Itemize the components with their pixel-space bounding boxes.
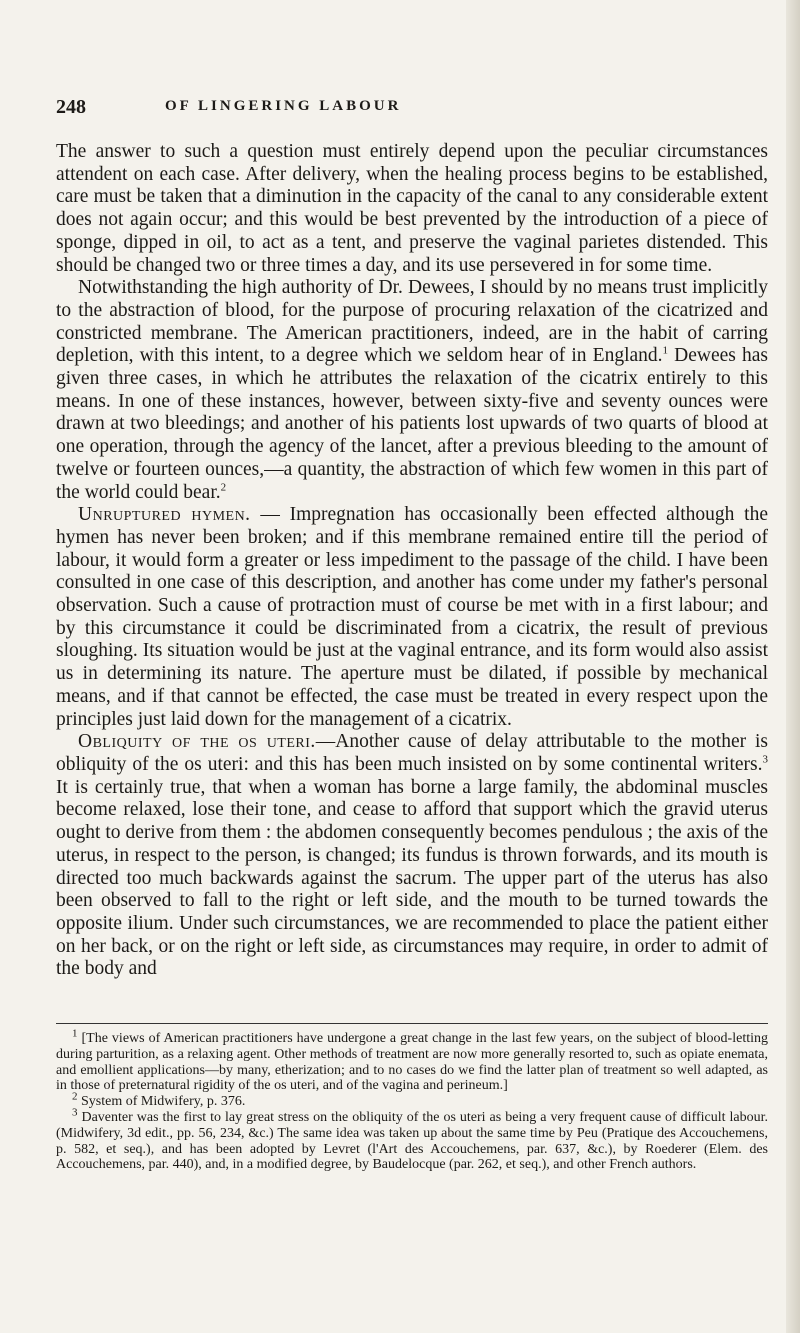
paragraph-text: Dewees has given three cases, in which he attributes the relaxation of the cicatrix entirely to this means. In one of these instances, however, between sixty-five and seventy ounces were drawn at two bleedings; and another of his patients lost upwards of two quarts of blood at one operation, through the agency of the lancet, after a previous bleeding to the amount of twelve or fourteen ounces,—a quantity, the abstraction of which few women in this part of the world could bear.	[56, 345, 768, 503]
footnote-text: [The views of American practitioners have undergone a great change in the last few years, on the subject of blood-letting during parturition, as a relaxing agent. Other methods of treatment are now more generally resorted to, such as opiate enemata, and emollient applications—by many, etherization; and to no cases do we find the latter plan of treatment so well adapted, as in those of preternatural rigidity of the os uteri, and of the vagina and perineum.]	[56, 1031, 768, 1094]
footnote	[56, 1090, 768, 1110]
page-edge	[786, 0, 800, 1333]
footnote	[56, 1027, 768, 1094]
paragraph-text: Notwithstanding the high authority of Dr. Dewees, I should by no means trust implicitly to the abstraction of blood, for the purpose of procuring relaxation of the cicatrized and constricted membrane. The American practitioners, indeed, are in the habit of carring depletion, with this intent, to a degree which we seldom hear of in England.	[56, 277, 768, 367]
paragraph	[56, 277, 768, 504]
page-header	[56, 96, 766, 122]
paragraph	[56, 731, 768, 981]
paragraph-text: The answer to such a question must entirely depend upon the peculiar circumstances attendent on each case. After delivery, when the healing process begins to be established, care must be taken that a diminution in the capacity of the canal to any considerable extent does not again occur; and this would be best prevented by the introduction of a piece of sponge, dipped in oil, to act as a tent, and preserve the vaginal parietes distended. This should be changed two or three times a day, and its use persevered in for some time.	[56, 141, 768, 276]
paragraph-text: It is certainly true, that when a woman has borne a large family, the abdominal muscles become relaxed, lose their tone, and cease to afford that support which the gravid uterus ought to derive from them : the abdomen consequently becomes pendulous ; the axis of the uterus, in respect to the person, is changed; its fundus is thrown forwards, and its mouth is directed too much backwards against the sacrum. The upper part of the uterus has also been observed to fall to the right or left side, and the mouth to be turned towards the opposite ilium. Under such circumstances, we are recommended to place the patient either on her back, or on the right or left side, as circumstances may require, in order to admit of the body and	[56, 776, 768, 980]
paragraph	[56, 504, 768, 731]
paragraph	[56, 141, 768, 277]
footnote-mark: 3	[72, 1106, 78, 1119]
paragraph-text: — Impregnation has occasionally been effected although the hymen has never been broken; and if this membrane remained entire till the period of labour, it would form a greater or less impediment to the passage of the child. I have been consulted in one case of this description, and another has come under my father's personal observation. Such a cause of protraction must of course be met with in a first labour; and by this circumstance it could be discriminated from a cicatrix, the result of previous sloughing. Its situation would be just at the vaginal entrance, and its form would also assist us in determining its nature. The aperture must be dilated, if possible by mechanical means, and if that cannot be effected, the case must be treated in every respect upon the principles just laid down for the management of a cicatrix.	[56, 504, 768, 730]
footnote-ref[interactable]: 2	[220, 481, 227, 494]
footnote-text: Daventer was the first to lay great stress on the obliquity of the os uteri as being a very frequent cause of difficult labour. (Midwifery, 3d edit., pp. 56, 234, &c.) The same idea was taken up about the same time by Peu (Pratique des Accouchemens, p. 582, et seq.), and has been adopted by Levret (l'Art des Accouchemens, par. 637, &c.), by Roederer (Elem. des Accouchemens, par. 440), and, in a modified degree, by Baudelocque (par. 262, et seq.), and other French authors.	[56, 1109, 768, 1173]
footnote-ref[interactable]: 1	[662, 344, 669, 357]
footnotes	[56, 1027, 768, 1173]
body-text	[56, 141, 768, 981]
footnote-mark: 1	[72, 1027, 78, 1040]
section-heading: Obliquity of the os uteri.	[78, 731, 316, 753]
footnote	[56, 1106, 768, 1173]
footnote-divider	[56, 1023, 768, 1024]
footnote-ref[interactable]: 3	[762, 753, 768, 766]
section-heading: Unruptured hymen.	[78, 504, 251, 526]
footnote-mark: 2	[72, 1090, 78, 1103]
running-head: OF LINGERING LABOUR	[165, 98, 402, 114]
paragraph-text: —Another cause of delay attributable to the mother is obliquity of the os uteri: and this has been much insisted on by some continental writers.	[56, 731, 768, 775]
page-number: 248	[56, 96, 86, 118]
footnote-text: System of Midwifery, p. 376.	[77, 1094, 246, 1110]
